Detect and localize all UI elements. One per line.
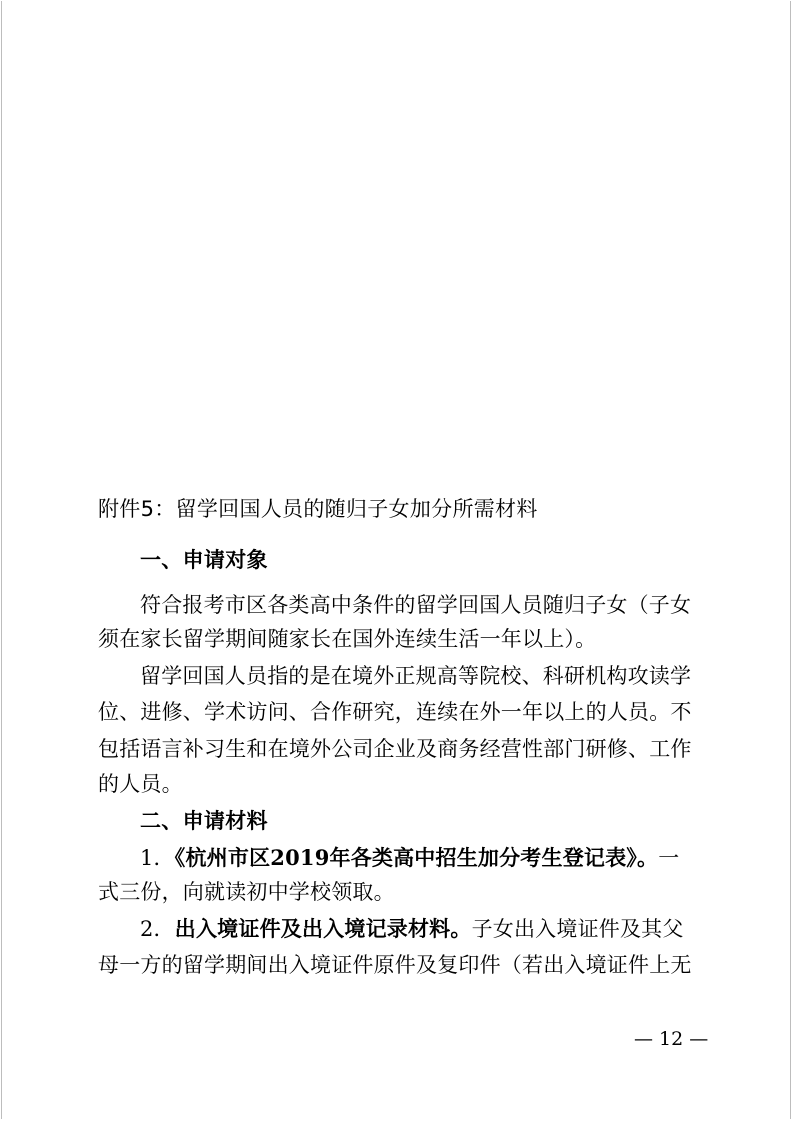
section-heading-materials: 二、申请材料 (140, 809, 268, 833)
section-heading-applicants: 一、申请对象 (140, 548, 268, 572)
page-number: — 12 — (634, 1028, 709, 1050)
list-item-number: 1． (140, 846, 175, 870)
paragraph-line: 式三份，向就读初中学校领取。 (98, 880, 395, 904)
paragraph-line: 包括语言补习生和在境外公司企业及商务经营性部门研修、工作 (98, 737, 692, 761)
paragraph-line: 母一方的留学期间出入境证件原件及复印件（若出入境证件上无 (98, 953, 692, 977)
paragraph-line: 位、进修、学术访问、合作研究，连续在外一年以上的人员。不 (98, 700, 692, 724)
paragraph-line: 须在家长留学期间随家长在国外连续生活一年以上）。 (98, 627, 597, 651)
list-item-text: 子女出入境证件及其父 (471, 917, 684, 941)
list-item-bold-text: 《杭州市区2019年各类高中招生加分考生登记表》。 (174, 845, 659, 870)
attachment-title: 附件5：留学回国人员的随归子女加分所需材料 (98, 497, 538, 521)
list-item (140, 843, 679, 873)
list-item-bold-text: 出入境证件及出入境记录材料。 (174, 916, 472, 941)
list-item-text: 一 (658, 846, 680, 870)
list-item (140, 914, 684, 944)
paragraph-line: 符合报考市区各类高中条件的留学回国人员随归子女（子女 (140, 593, 692, 617)
paragraph-line: 留学回国人员指的是在境外正规高等院校、科研机构攻读学 (140, 664, 692, 688)
list-item-number: 2． (140, 917, 175, 941)
paragraph-line: 的人员。 (98, 772, 183, 796)
